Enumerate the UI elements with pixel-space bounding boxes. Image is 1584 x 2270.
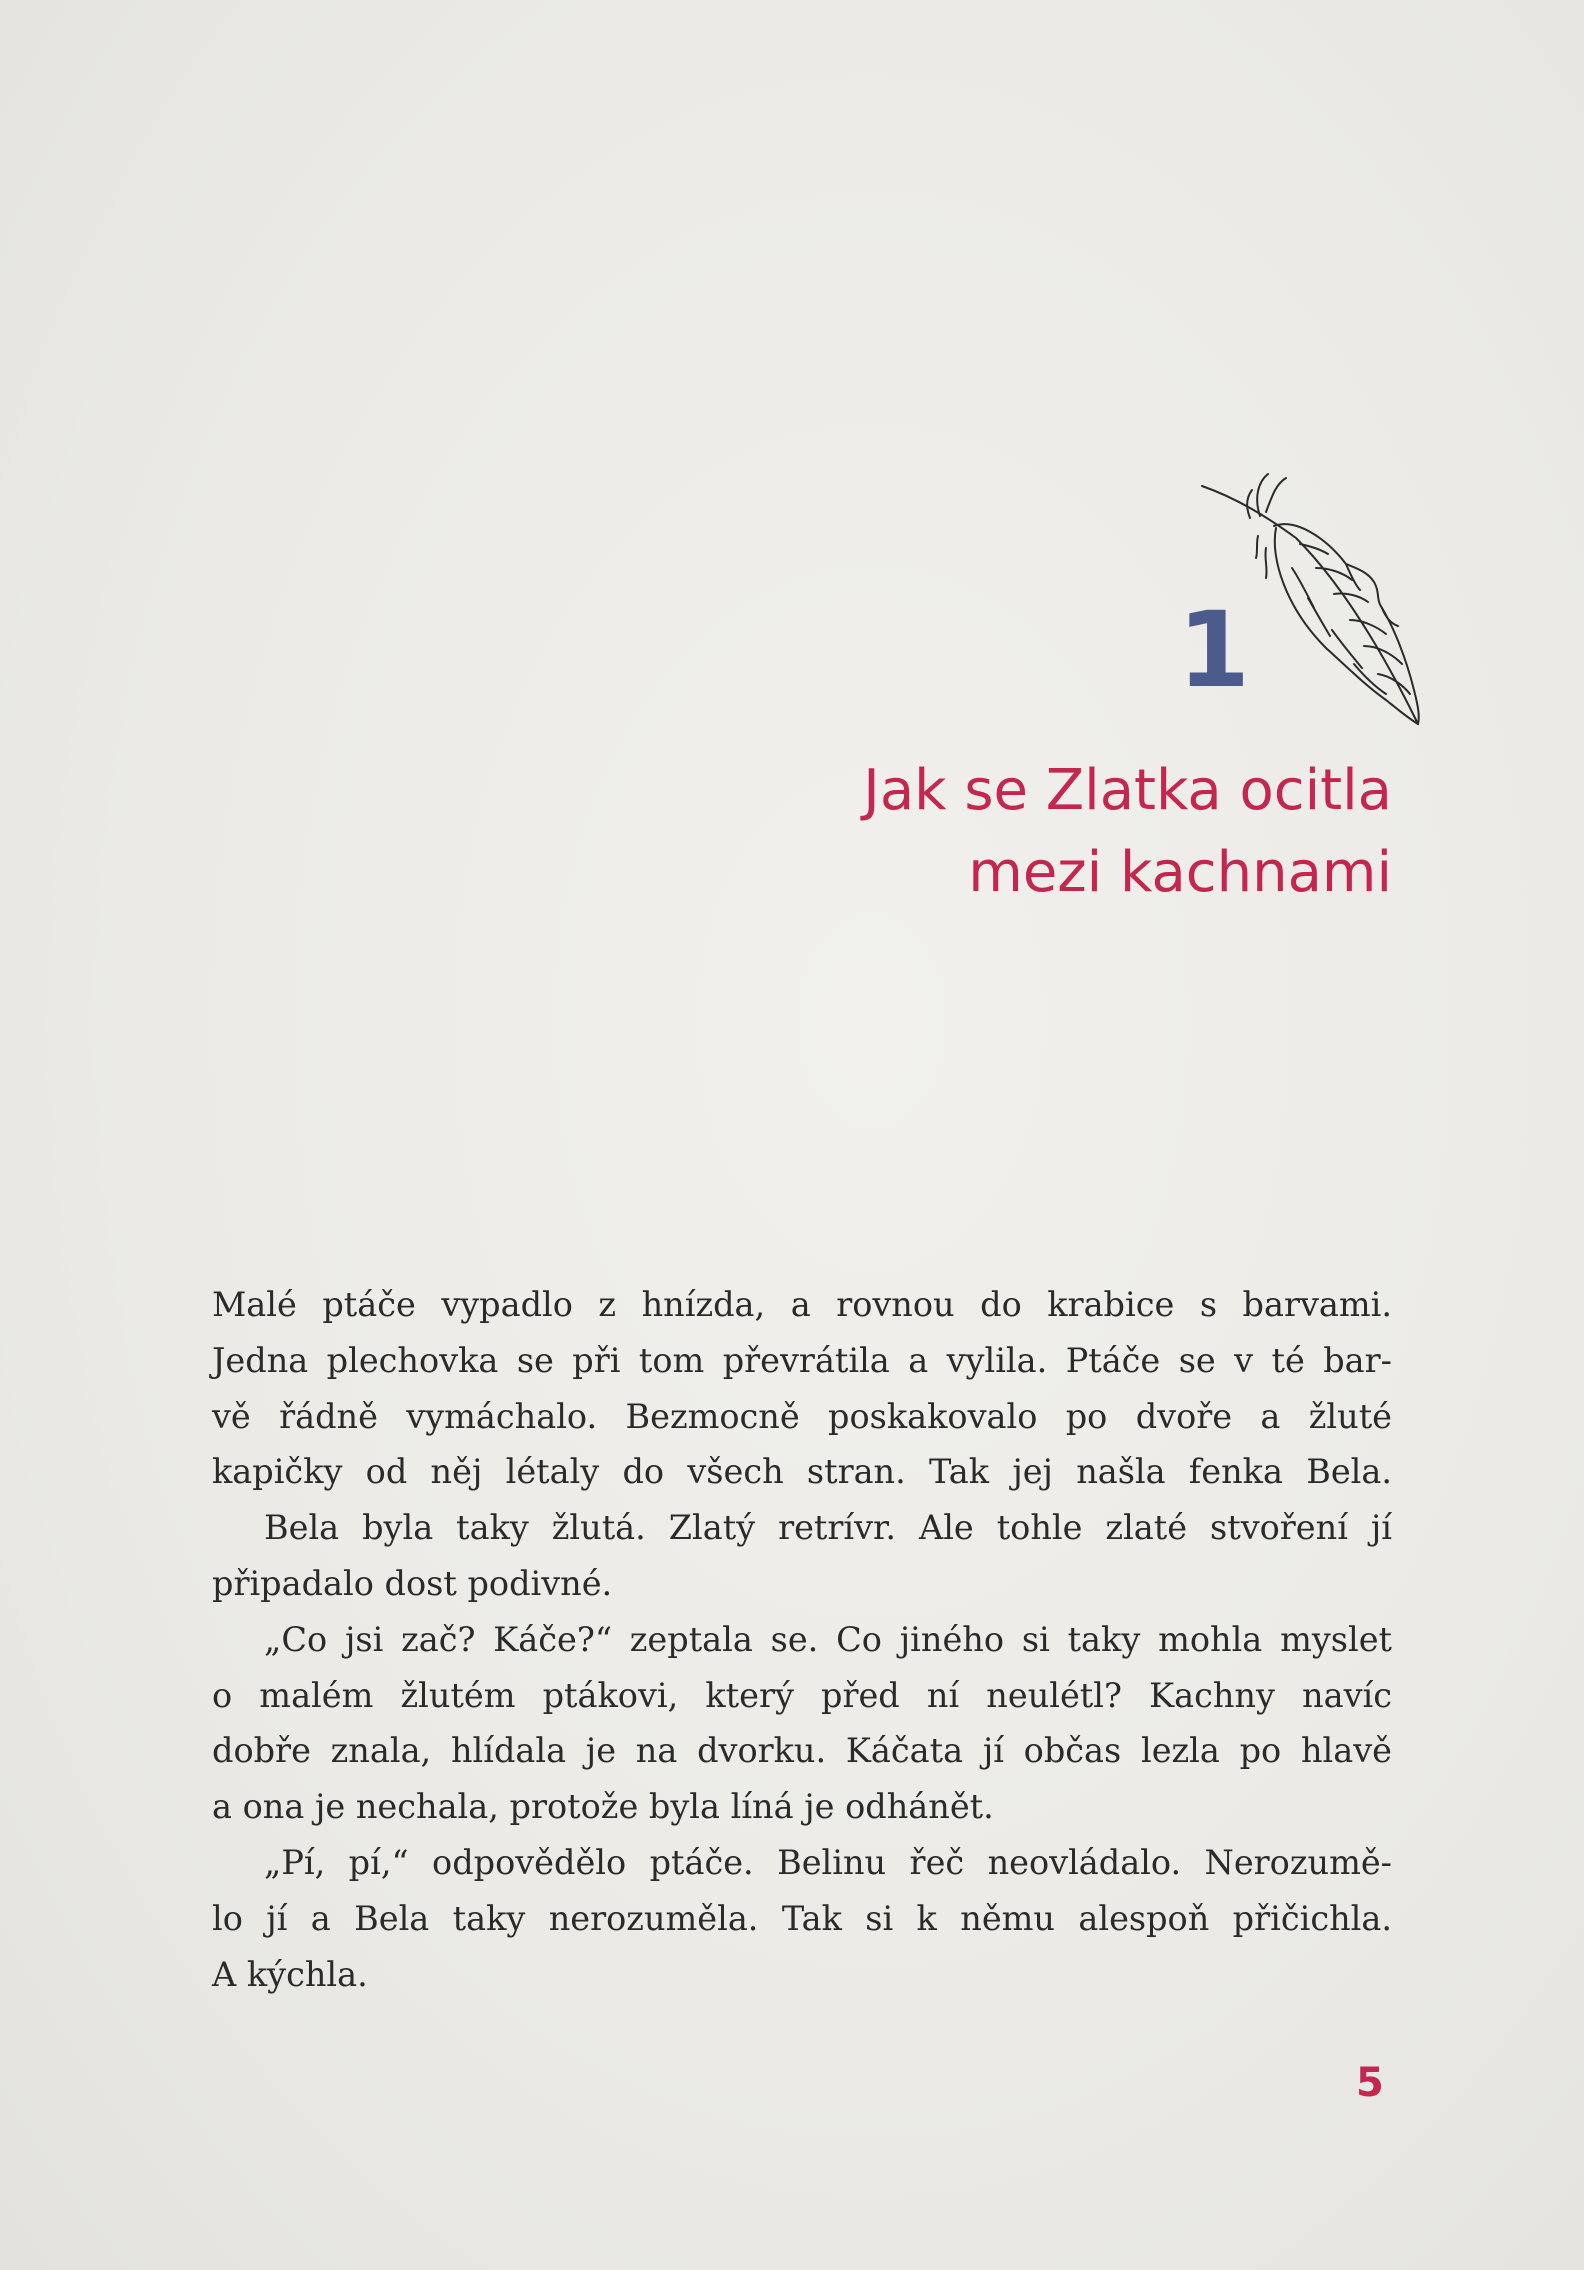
text-line: Jedna plechovka se při tom převrátila a vylila. Ptáče se v té bar- (212, 1340, 1392, 1380)
text-line: lo jí a Bela taky nerozuměla. Tak si k němu alespoň přičichla. (212, 1898, 1392, 1938)
body-text (212, 1277, 1392, 2002)
chapter-title (863, 750, 1392, 914)
text-line: „Pí, pí,“ odpovědělo ptáče. Belinu řeč neovládalo. Nerozumě- (264, 1842, 1392, 1882)
text-line: vě řádně vymáchalo. Bezmocně poskakovalo po dvoře a žluté (212, 1396, 1392, 1436)
page-number: 5 (1356, 2060, 1384, 2106)
chapter-title-line: Jak se Zlatka ocitla (863, 758, 1392, 823)
text-line: A kýchla. (212, 1954, 368, 1994)
chapter-title-line: mezi kachnami (968, 840, 1392, 905)
text-line: Malé ptáče vypadlo z hnízda, a rovnou do krabice s barvami. (212, 1285, 1392, 1324)
text-line: a ona je nechala, protože byla líná je odhánět. (212, 1787, 994, 1827)
text-line: o malém žlutém ptákovi, který před ní neulétl? Kachny navíc (212, 1675, 1392, 1715)
chapter-number: 1 (1177, 589, 1250, 711)
text-line: dobře znala, hlídala je na dvorku. Káčata jí občas lezla po hlavě (212, 1731, 1392, 1771)
text-line: Bela byla taky žlutá. Zlatý retrívr. Ale tohle zlaté stvoření jí (264, 1508, 1392, 1548)
text-line: připadalo dost podivné. (212, 1563, 613, 1603)
text-line: kapičky od něj létaly do všech stran. Tak jej našla fenka Bela. (212, 1452, 1392, 1492)
text-line: „Co jsi zač? Káče?“ zeptala se. Co jiného si taky mohla myslet (264, 1619, 1392, 1659)
